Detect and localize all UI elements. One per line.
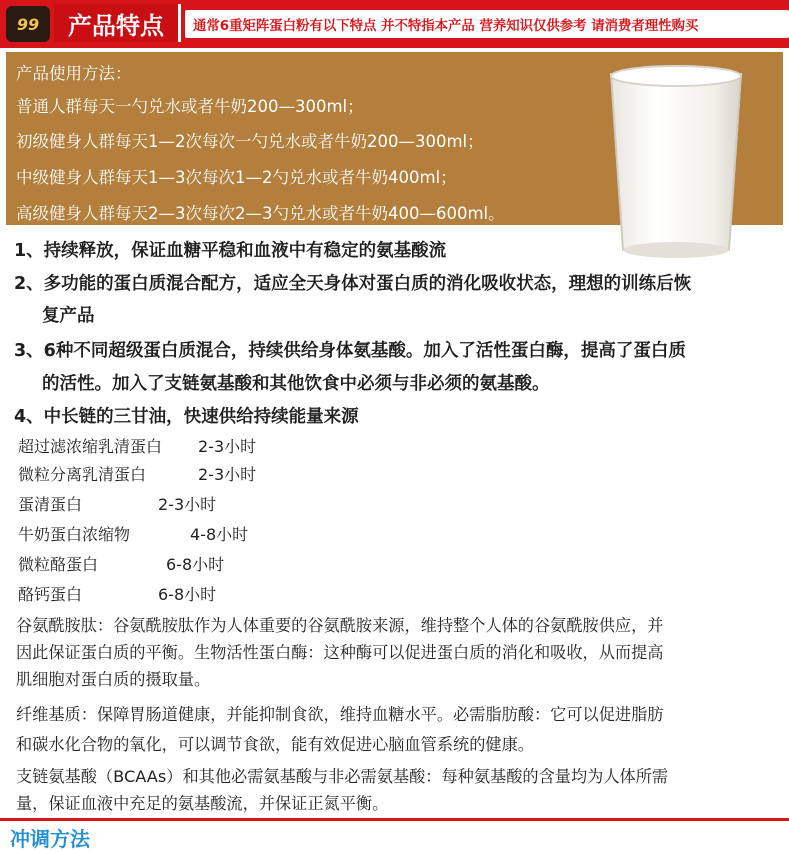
protein-name: 酪钙蛋白 xyxy=(18,585,83,604)
usage-line: 初级健身人群每天1—2次每次一勺兑水或者牛奶200—300ml； xyxy=(16,132,484,151)
feature-item: 2、多功能的蛋白质混合配方，适应全天身体对蛋白质的消化吸收状态，理想的训练后恢 xyxy=(14,274,692,294)
protein-name: 超过滤浓缩乳清蛋白 xyxy=(18,437,163,456)
protein-time: 6-8小时 xyxy=(158,585,217,604)
protein-time: 2-3小时 xyxy=(198,465,257,484)
protein-row xyxy=(18,462,257,485)
usage-line: 普通人群每天一勺兑水或者牛奶200—300ml； xyxy=(16,97,364,116)
feature-item: 4、中长链的三甘油，快速供给持续能量来源 xyxy=(14,407,359,427)
description-line: 肌细胞对蛋白质的摄取量。 xyxy=(16,670,211,689)
usage-line: 产品使用方法： xyxy=(16,64,132,83)
usage-line: 高级健身人群每天2—3次每次2—3勺兑水或者牛奶400—600ml。 xyxy=(16,204,505,223)
description-line: 量，保证血液中充足的氨基酸流，并保证正氮平衡。 xyxy=(16,794,389,813)
description-line: 和碳水化合物的氧化，可以调节食欲，能有效促进心脑血管系统的健康。 xyxy=(16,735,534,754)
protein-row xyxy=(18,582,217,605)
protein-row xyxy=(18,522,249,545)
protein-time: 2-3小时 xyxy=(158,495,217,514)
protein-time: 4-8小时 xyxy=(190,525,249,544)
description-line: 支链氨基酸（BCAAs）和其他必需氨基酸与非必需氨基酸：每种氨基酸的含量均为人体所需 xyxy=(16,767,669,786)
header-bar xyxy=(0,0,789,48)
usage-line: 中级健身人群每天1—3次每次1—2勺兑水或者牛奶400ml； xyxy=(16,168,457,187)
protein-time: 6-8小时 xyxy=(166,555,225,574)
next-section-title: 冲调方法 xyxy=(10,827,90,851)
protein-name: 微粒酪蛋白 xyxy=(18,555,99,574)
protein-name: 牛奶蛋白浓缩物 xyxy=(18,525,131,544)
milk-glass-image xyxy=(601,62,751,262)
disclaimer-note: 通常6重矩阵蛋白粉有以下特点 并不特指本产品 营养知识仅供参考 请消费者理性购买 xyxy=(185,10,789,38)
protein-time: 2-3小时 xyxy=(198,437,257,456)
protein-row xyxy=(18,492,217,515)
feature-item: 1、持续释放，保证血糖平稳和血液中有稳定的氨基酸流 xyxy=(14,241,447,261)
feature-item: 3、6种不同超级蛋白质混合，持续供给身体氨基酸。加入了活性蛋白酶，提高了蛋白质 xyxy=(14,341,686,361)
brand-logo xyxy=(6,6,50,42)
description-line: 纤维基质：保障胃肠道健康，并能抑制食欲，维持血糖水平。必需脂肪酸：它可以促进脂肪 xyxy=(16,705,664,724)
protein-row xyxy=(18,434,257,457)
description-line: 因此保证蛋白质的平衡。生物活性蛋白酶：这种酶可以促进蛋白质的消化和吸收，从而提高 xyxy=(16,643,664,662)
protein-name: 蛋清蛋白 xyxy=(18,495,83,514)
feature-item: 的活性。加入了支链氨基酸和其他饮食中必须与非必须的氨基酸。 xyxy=(42,374,550,394)
description-line: 谷氨酰胺肽：谷氨酰胺肽作为人体重要的谷氨酰胺来源，维持整个人体的谷氨酰胺供应，并 xyxy=(16,616,664,635)
logo-text: 99 xyxy=(16,14,40,34)
protein-row xyxy=(18,552,225,575)
protein-name: 微粒分离乳清蛋白 xyxy=(18,465,147,484)
usage-panel xyxy=(6,52,783,225)
section-title: 产品特点 xyxy=(54,4,181,42)
feature-item: 复产品 xyxy=(42,306,95,326)
